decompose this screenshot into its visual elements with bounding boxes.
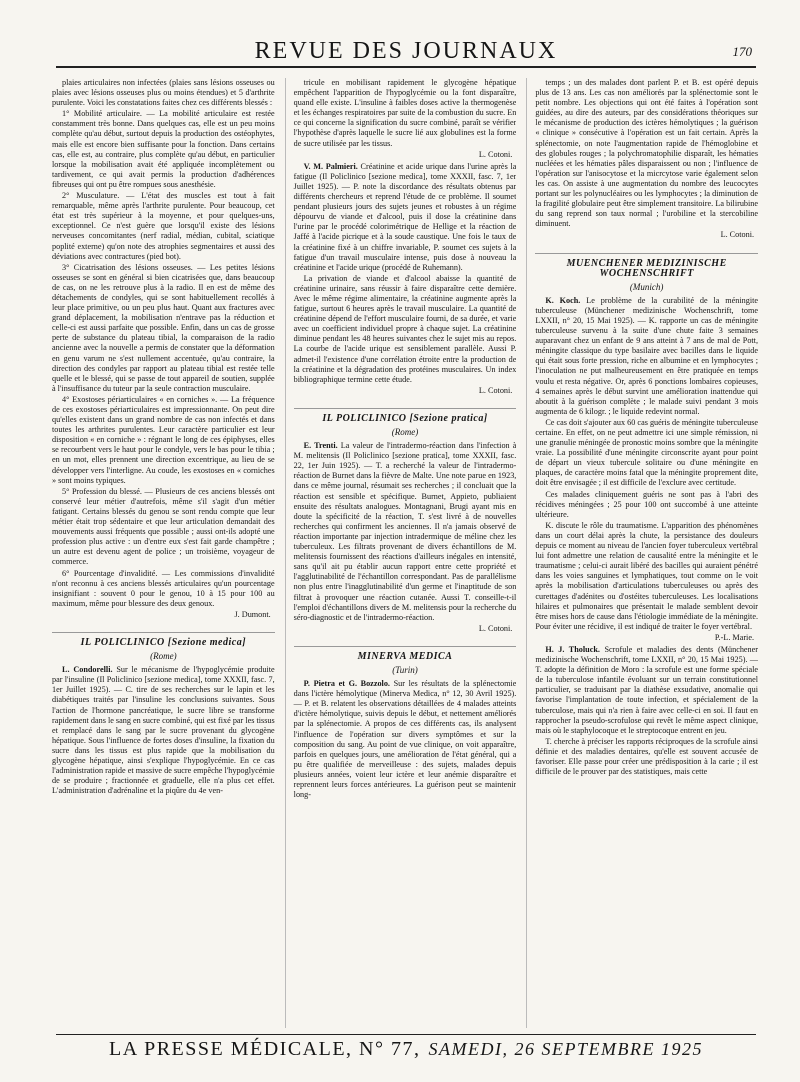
article-author: P. Pietra et G. Bozzolo. [303, 679, 390, 689]
paragraph: K. discute le rôle du traumatisme. L'apparition des phénomènes dans un court délai après la chute, la persistance des douleurs depuis ce moment au niveau de l'ancien foyer tuberculeux vertébral lui font admettre une relation de causalité entre la méningite et le traumatisme ; celui-ci aurait libéré des bacilles qui auraient pénétré dans les voies sanguines et lymphatiques, tout comme on le voit après la mobilisation d'articulations tuberculeuses ou après des curettages d'adénites ou d'ostéites tuberculeuses. Les localisations hilaires et pulmonaires que présentait le malade semblent devoir être mises hors de cause dans l'étiologie immédiate de la méningite. Pour éviter une récidive, il est indiqué de traiter le foyer vertébral. [535, 520, 759, 631]
article-author: L. Condorelli. [62, 665, 113, 675]
section-title: MINERVA MEDICA [294, 646, 517, 662]
column-3 [526, 78, 758, 1028]
paragraph [294, 441, 517, 623]
article-text: La valeur de l'intradermo-réaction dans l'infection à M. melitensis (Il Policlinico [sezione pratica], tome XXXII, fasc. 22, 1er Juin 1925). — T. a recherché la valeur de l'intradermo-réaction de Burnet dans la fièvre de Malte. Une note parue en 1923, dans ce même journal, résumait ses recherches ; il concluait que la réaction est sensible et spécifique. Burnet, Appieto, publiaient ensuite des résultats analogues. Montagnani, Brugi ayant mis en doute la spécificité de la réaction, T. s'est livré à de nouvelles recherches qui confirment les anciennes. Il n'a jamais observé de réaction importante par injection intradermique de méline chez les tuberculeux. Les filtrats provenant de divers échantillons de M. melitensis fournissent des réactions d'ailleurs inégales en intensité, sans qu'il ait pu établir aucun rapport entre cette propriété et l'agglutinabilité de l'échantillon correspondant. Pas de parallélisme non plus entre l'inagglutinabilité d'un germe et l'inaptitude de son filtrat à provoquer une réaction cutanée. Aussi T. conseille-t-il l'emploi d'échantillons divers de M. melitensis pour la recherche du séro-diagnostic et de l'intradermo-réaction. [293, 441, 517, 622]
article-author: E. Trenti. [303, 441, 338, 451]
article-columns [52, 78, 758, 1028]
page-footer [56, 1034, 756, 1063]
paragraph: 6° Pourcentage d'invalidité. — Les commissions d'invalidité n'ont reconnu à ces anciens blessés articulaires qu'un pourcentage insignifiant : souvent 0 pour le genou, 10 à 15 pour 100 au maximum, même pour blessure des deux genoux. [52, 568, 275, 608]
paragraph [52, 665, 275, 796]
signature: L. Cotoni. [478, 149, 513, 159]
paragraph: 2° Musculature. — L'état des muscles est tout à fait remarquable, même après l'arthrite purulente. Pour beaucoup, cet état est très supérieur à la moyenne, et pour quelques-uns, exceptionnel. Ce n'est guère que lorsqu'il existe des lésions nerveuses concomitantes (nerf radial, médian, cubital, sciatique poplité externe) qu'on note des atrophies segmentaires et aussi des déviations avec contractures (pied bot). [52, 191, 275, 261]
article-text: Sur les résultats de la splénectomie dans l'ictère hémolytique (Minerva Medica, n° 12, 30 Avril 1925). — P. et B. relatent les observations détaillées de 4 malades atteints d'ictère hémolytique, suivis depuis le début, et nettement améliorés par la splénectomie. A propos de ces différents cas, ils analysent l'influence de l'opération sur divers symptômes et sur la composition du sang. Au point de vue clinique, on voit apparaître, parfois en quelques jours, une amélioration de l'état général, qui a pu être qualifiée de merveilleuse : des sujets, malades depuis plusieurs années, voient leur ictère et leur anémie disparaître et reprennent leurs forces antérieures. La guérison peut se maintenir long- [293, 679, 517, 800]
paragraph: 5° Profession du blessé. — Plusieurs de ces anciens blessés ont conservé leur métier d'autrefois, même s'il s'agit d'un métier fatigant. Certains blessés du genou se sont rendu compte que leur métier était trop sédentaire et que leur articulation demandait des mouvements aussi fréquents que possible ; aussi ont-ils adopté une profession plus active : un d'entre eux s'est fait garde champêtre ; un autre est devenu agent de police ; un troisième, voyageur de commerce. [52, 486, 275, 567]
journal-name: LA PRESSE MÉDICALE, N° 77, [109, 1037, 421, 1060]
paragraph: Ces malades cliniquement guéris ne sont pas à l'abri des récidives méningées ; 25 pour 100 ont succombé à une atteinte ultérieure. [535, 489, 759, 519]
paragraph: 1° Mobilité articulaire. — La mobilité articulaire est restée constamment très bonne. Dans quelques cas, elle est un peu moins complète qu'au début, surtout depuis la production des ostéophytes, mais elle est encore bien suffisante pour la fonction. Dans certains cas, elle est, au contraire, plus complète qu'au début, en particulier lorsque la mobilisation avait été appliquée incomplètement ou tardivement, ce qui avait permis la production d'adhérences fibreuses qui ont pu être rompues sous anesthésie. [52, 109, 275, 189]
paragraph [535, 296, 758, 417]
signature: L. Cotoni. [478, 385, 513, 395]
section-subtitle: (Turin) [392, 664, 418, 675]
article-text: Le problème de la curabilité de la méningite tuberculeuse (Münchener medizinische Wochenschrift, tome LXXII, n° 20, 15 Mai 1925). — K. rapporte un cas de méningite tuberculeuse survenu à la suite d'une chute faite 3 semaines auparavant chez un enfant de 9 ans atteint à 7 ans de mal de Pott, méningite classique du type basilaire avec bacilles dans le liquide qui était sous forte pression, riche en albumine et en lymphocytes ; l'inoculation ne put malheureusement en être pratiquée en temps voulu et resta négative. Or, après 6 ponctions lombaires copieuses, 4 semaines après le début survint une amélioration inattendue qui aboutit à la guérison complète ; le malade suivi pendant 3 mois augmenta de 6 kilogr. ; le liquide redevint normal. [535, 295, 759, 416]
header-title: REVUE DES JOURNAUX [254, 38, 558, 64]
paragraph: T. cherche à préciser les rapports réciproques de la scrofule ainsi définie et des maladies dentaires, qu'elle est souvent accusée de favoriser. Elle passe pour créer une prédisposition à la carie ; il est difficile de le prouver par des statistiques, mais cette [535, 736, 759, 777]
paragraph: Ce cas doit s'ajouter aux 60 cas guéris de méningite tuberculeuse certaine. En effet, on ne peut admettre ici une simple rémission, ni une granulie méningée de pronostic moins sombre que la méningite vraie. La possibilité d'une méningite circonscrite ayant pour point de départ un vieux tubercule solitaire ou d'une méningite en plaques, de caractère moins fatal que la méningite proprement dite, doit être envisagée ; il est difficile de l'exclure avec certitude. [535, 417, 759, 488]
article-text: Scrofule et maladies des dents (Münchener medizinische Wochenschrift, tome LXXII, n° 20, 15 Mai 1925). — T. adopte la définition de Moro : la scrofule est une forme spéciale de la tuberculose infantile évoluant sur un terrain constitutionnel particulier, se traduisant par la diathèse exsudative, anomalie qui favorise l'implantation de toute infection, et spécialement de la tuberculose, mais qui n'a rien à faire avec celle-ci en soi. Il faut en rapprocher la pseudo-scrofulose qui revêt le même aspect clinique, mais où le staphylocoque et le streptocoque entrent en jeu. [535, 644, 759, 735]
signature: P.-L. Marie. [714, 632, 755, 642]
paragraph: tricule en mobilisant rapidement le glycogène hépatique empêchent l'apparition de l'hypoglycémie ou la font disparaître, quand elle existe. L'insuline à faibles doses active la thermogenèse et les échanges respiratoires par suite de la combustion du sucre. En ce qui concerne la signification du sucre combiné, paraît se vérifier l'hypothèse d'après laquelle le sucre lié aux globulines est la forme de sucre utilisée par les tissus. [293, 78, 517, 148]
article-author: K. Koch. [545, 295, 581, 305]
signature: L. Cotoni. [478, 623, 513, 633]
article-author: H. J. Tholuck. [545, 644, 600, 654]
page-header [56, 32, 756, 68]
column-1 [52, 78, 275, 1028]
section-title: IL POLICLINICO [Sezione medica] [52, 632, 275, 648]
signature: J. Dumont. [234, 609, 271, 619]
column-2 [285, 78, 517, 1028]
paragraph: plaies articulaires non infectées (plaies sans lésions osseuses ou plaies avec lésions osseuses plus ou moins étendues) et 5 d'arthrite purulente. Voici les constatations faites chez ces différents blessés : [52, 78, 275, 108]
section-subtitle: (Rome) [150, 651, 177, 662]
section-subtitle: (Rome) [391, 427, 419, 437]
section-subtitle: (Munich) [629, 281, 664, 292]
paragraph: 3° Cicatrisation des lésions osseuses. — Les petites lésions osseuses se sont en général si bien cicatrisées que, dans beaucoup de cas, on ne les retrouve plus à la radio. Il en est de même des détachements de condyles, qui se sont habituellement recollés à leur place primitive, ou un peu plus haut. Quant aux fractures avec grand déplacement, la mobilisation n'entrave pas la réduction et celle-ci est aussi parfaite que possible. Enfin, dans un cas de grosse perte de substance du plateau tibial, la comparaison de la radio ancienne avec la nouvelle a permis de constater que la déformation en genu varum ne s'est nullement accentuée, qu'au contraire, la direction des condyles par rapport au plateau tibial est restée telle quelle et le blessé, qui se passe de tout appareil de soutien, supplée à l'insuffisance du tuteur par la seule contraction musculaire. [52, 262, 275, 393]
article-text: Sur le mécanisme de l'hypoglycémie produite par l'insuline (Il Policlinico [sezione medica], tome XXXII, fasc. 7, 1er Juillet 1925). — C. tire de ses recherches sur le lapin et les diabétiques traités par l'insuline les conclusions suivantes. Sous l'action de l'hormone pancréatique, le sucre libre se transforme rapidement dans le sang en sucre combiné, qui est fixé par les tissus et remplacé dans le sang par le sucre provenant du glycogène hépatique. Sous l'influence de fortes doses d'insuline, la fixation du sucre dans les tissus est plus rapide que la mobilisation du glycogène hépatique, ainsi s'explique l'hypoglycémie. En ce cas l'administration rapide et massive de sucre empêche l'hypoglycémie de se produire ; fractionnée et graduelle, elle n'a plus cet effet. L'administration d'adrénaline et la piqûre du 4e ven- [52, 665, 275, 796]
paragraph [294, 679, 517, 800]
section-title: IL POLICLINICO [Sezione pratica] [294, 408, 517, 424]
signature: L. Cotoni. [720, 230, 755, 240]
paragraph: 4° Exostoses périarticulaires « en corniches ». — La fréquence de ces exostoses périarticulaires est impressionnante. On peut dire qu'elles existent dans un grand nombre de cas non infectés et dans toutes les arthrites purulentes. Leur caractère particulier est leur disposition « en corniche » : régnant le long de ces épiphyses, elles se recourbent vers le haut pour le condyle, vers le bas pour le tibia ; en un mot, elles prennent une direction excentrique, au lieu de se développer vers l'interligne. Au coude, les exostoses en « corniches » sont moins typiques. [52, 394, 275, 485]
paragraph: La privation de viande et d'alcool abaisse la quantité de créatinine urinaire, sans réussir à faire disparaître cette dernière. Avec le même régime alimentaire, la créatinine augmente après la fatigue, surtout 6 heures après le travail musculaire. La quantité de créatinine dépend de l'effort musculaire fourni, de sa durée, et varie avec un coefficient individuel propre à chaque sujet. La créatinine diminue pendant les 48 heures suivantes chez le sujet mis au repos. La courbe de l'acide urique est sensiblement parallèle. Aussi P. admet-il l'existence d'une corrélation étroite entre la production de la créatinine et la dégradation des protéines musculaires. Un index bibliographique termine cette étude. [293, 273, 517, 384]
section-title: MUENCHENER MEDIZINISCHE WOCHENSCHRIFT [535, 253, 758, 279]
article-text: Créatinine et acide urique dans l'urine après la fatigue (Il Policlinico [sezione medica], tome XXXII, fasc. 7, 1er Juillet 1925). — P. note la discordance des résultats obtenus par différents chercheurs et reprend l'étude de ce problème. Il soumet pendant plusieurs jours des sujets jeunes et robustes à un régime dépourvu de viande et d'alcool, puis il dose la créatinine dans l'urine par le procédé colorimétrique de Hellige et la réaction de Jaffé à l'acide picrique et à la soude caustique. Une fois le taux de la créatinine fixé à un chiffre invariable, P. soumet ces sujets à la fatigue d'un travail musculaire intense, puis dose à nouveau la créatinine et l'acide urique (procédé de Ruhemann). [293, 161, 517, 272]
page-number: 170 [732, 44, 752, 59]
paragraph [535, 645, 758, 736]
issue-date: SAMEDI, 26 SEPTEMBRE 1925 [428, 1038, 703, 1059]
paragraph: temps ; un des malades dont parlent P. et B. est opéré depuis plus de 13 ans. Les cas non améliorés par la splénectomie sont le petit nombre. Les objections qui ont été faites à l'opération sont guidées, au dire des auteurs, par des considérations théoriques sur le mécanisme de production des ictères hémolytiques ; la guérison « clinique » consécutive à l'opération est un fait certain. Après la splénectomie, on note l'augmentation rapide de l'hémoglobine et des globules rouges ; la polychromatophilie disparaît, les hématies nucléées et les hématies pâles disparaissent ou non ; l'influence de l'opération sur l'anisocytose et la micrcytose varie également selon les cas. On assiste à une augmentation du nombre des leucocytes portant sur les polynucléaires ou les lymphocytes ; la diminution de la fragilité globulaire peut être simplement transitoire. La bilirubine du sang reprend son taux normal ; l'urobiline et la stercobiline diminuent. [535, 78, 759, 229]
article-author: V. M. Palmieri. [303, 161, 358, 171]
paragraph [294, 162, 517, 273]
